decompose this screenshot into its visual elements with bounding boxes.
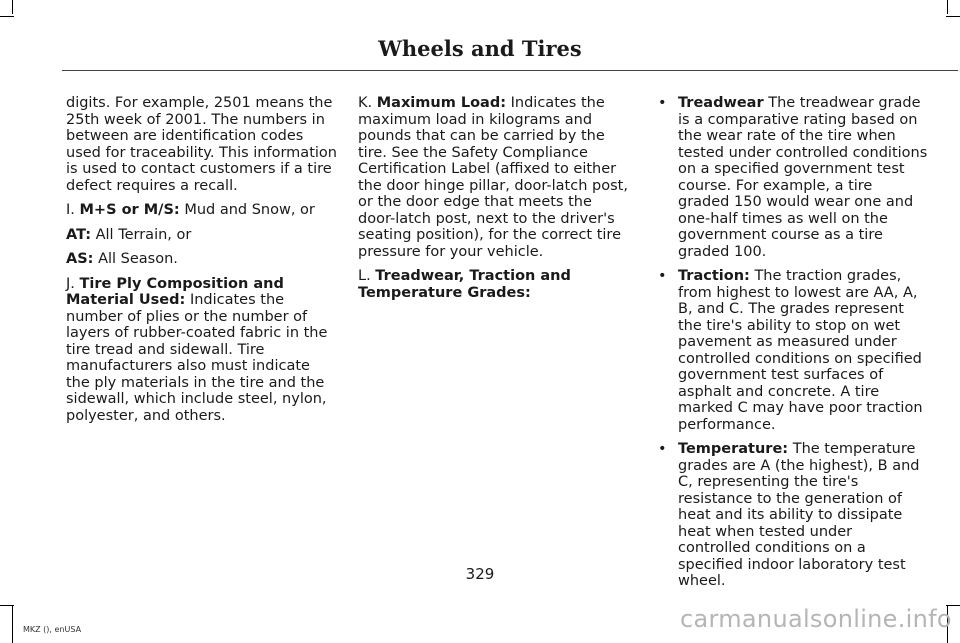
crop-mark <box>12 605 13 643</box>
item-term: Temperature: <box>678 441 789 457</box>
page-number: 329 <box>465 565 495 583</box>
item-text: The temperature grades are A (the highest), B and C, representing the tire's resistance to the generation of heat and its ability to dissipate heat when tested under controlled conditions on a specified indoor laboratory test wheel. <box>678 441 920 589</box>
item-term: M+S or M/S: <box>79 202 180 218</box>
crop-mark <box>947 0 948 14</box>
paragraph-digits: digits. For example, 2501 means the 25th week of 2001. The numbers in between are identification codes used for traceability. This information is used to contact customers if a tire defect requires a recall. <box>66 95 337 194</box>
item-term: AS: <box>66 251 94 267</box>
item-text: The treadwear grade is a comparative rating based on the wear rate of the tire when tested under controlled conditions on a specified government test course. For example, a tire graded 150 would wear one and one-half times as well on the government course as a tire graded 100. <box>678 95 928 260</box>
list-item-treadwear <box>650 95 928 260</box>
document-code: MKZ (), enUSA <box>23 625 82 634</box>
item-text: All Terrain, or <box>95 226 192 243</box>
item-term: Treadwear <box>678 95 764 111</box>
item-k <box>358 95 632 260</box>
page-title: Wheels and Tires <box>378 36 582 61</box>
item-term: Tire Ply Composition and Material Used: <box>66 275 284 308</box>
item-term: Maximum Load: <box>376 95 507 111</box>
watermark: carmanualsonline.info <box>680 605 952 633</box>
item-j <box>66 276 338 425</box>
item-term: AT: <box>66 226 91 243</box>
item-prefix: L. <box>358 268 371 284</box>
item-text: Indicates the number of plies or the number of layers of rubber-coated fabric in the tire tread and sidewall. Tire manufacturers also must indicate the ply materials in the tire and the sidewall, which include steel, nylon, polyester, and others. <box>66 292 328 424</box>
item-l <box>358 268 632 301</box>
item-text: The traction grades, from highest to lowest are AA, A, B, and C. The grades represent the tire's ability to stop on wet pavement as measured under controlled conditions on specified government test surfaces of asphalt and concrete. A tire marked C may have poor traction performance. <box>678 268 923 433</box>
list-item-traction <box>650 268 928 433</box>
column-2 <box>358 95 632 309</box>
item-i <box>66 202 338 219</box>
header-divider <box>62 70 958 71</box>
crop-mark <box>12 0 13 14</box>
crop-mark <box>946 16 960 17</box>
item-at <box>66 227 338 244</box>
column-1 <box>66 95 338 432</box>
grades-list <box>650 95 928 590</box>
column-3 <box>650 95 928 598</box>
item-term: Treadwear, Traction and Temperature Grades: <box>358 268 571 301</box>
item-as <box>66 251 338 268</box>
item-term: Traction: <box>678 268 750 284</box>
item-prefix: J. <box>66 275 75 292</box>
item-prefix: I. <box>66 202 75 218</box>
crop-mark <box>0 605 14 606</box>
item-text: Indicates the maximum load in kilograms and pounds that can be carried by the tire. See the Safety Compliance Certification Label (affixed to either the door hinge pillar, door-latch post, or the door edge that meets the door-latch post, next to the driver's seating position), for the correct tire pressure for your vehicle. <box>358 95 628 260</box>
item-prefix: K. <box>358 95 373 111</box>
item-text: All Season. <box>98 251 178 267</box>
crop-mark <box>0 16 14 17</box>
item-text: Mud and Snow, or <box>184 202 315 218</box>
